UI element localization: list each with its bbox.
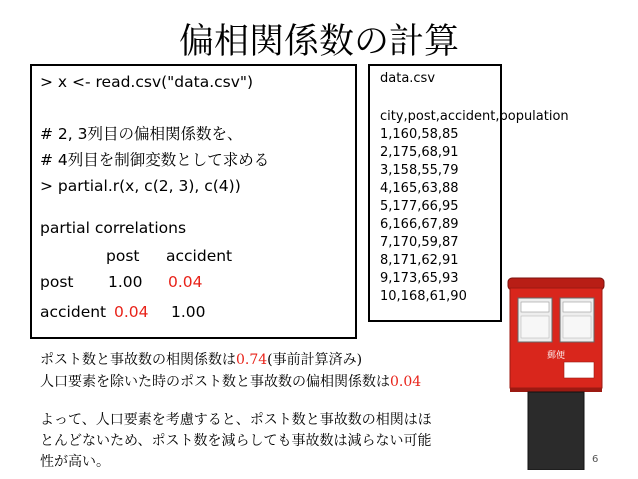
mailbox-illustration [506, 270, 606, 470]
mailbox-label: 郵便 [546, 351, 566, 361]
note-line-2: 人口要素を除いた時のポスト数と事故数の偏相関係数は0.04 [40, 374, 422, 390]
csv-box [368, 64, 569, 322]
output-row1-label: post [40, 273, 74, 291]
output-row1-v2: 0.04 [168, 273, 203, 291]
output-col-post: post [106, 247, 140, 265]
page-number: 6 [592, 454, 599, 465]
output-col-accident: accident [166, 247, 233, 265]
output-row2-v1: 0.04 [114, 303, 149, 321]
csv-row: 6,166,67,89 [380, 217, 459, 232]
code-partial-call: > partial.r(x, c(2, 3), c(4)) [40, 177, 241, 195]
slide-title: 偏相関係数の計算 [178, 22, 459, 62]
csv-row: 8,171,62,91 [380, 253, 459, 268]
output-row1-v1: 1.00 [108, 273, 143, 291]
csv-row: 2,175,68,91 [380, 145, 459, 160]
csv-header: city,post,accident,population [380, 109, 569, 124]
r-code-box [30, 64, 357, 339]
note-line-1: ポスト数と事故数の相関係数は0.74(事前計算済み) [40, 352, 363, 368]
output-row2-v2: 1.00 [171, 303, 206, 321]
code-comment-1: # 2, 3列目の偏相関係数を、 [40, 125, 243, 143]
csv-row: 4,165,63,88 [380, 181, 459, 196]
csv-row: 3,158,55,79 [380, 163, 459, 178]
code-read-csv: > x <- read.csv("data.csv") [40, 73, 254, 91]
note-line-5: 性が高い。 [40, 454, 110, 470]
code-comment-2: # 4列目を制御変数として求める [40, 151, 270, 169]
note-line-3: よって、人口要素を考慮すると、ポスト数と事故数の相関はほ [40, 412, 432, 428]
output-heading: partial correlations [40, 219, 187, 237]
csv-row: 1,160,58,85 [380, 127, 459, 142]
csv-row: 9,173,65,93 [380, 271, 459, 286]
csv-row: 10,168,61,90 [380, 289, 467, 304]
csv-filename: data.csv [380, 71, 436, 86]
note-line-4: とんどないため、ポスト数を減らしても事故数は減らない可能 [40, 433, 432, 449]
csv-row: 7,170,59,87 [380, 235, 459, 250]
csv-row: 5,177,66,95 [380, 199, 459, 214]
output-row2-label: accident [40, 303, 107, 321]
